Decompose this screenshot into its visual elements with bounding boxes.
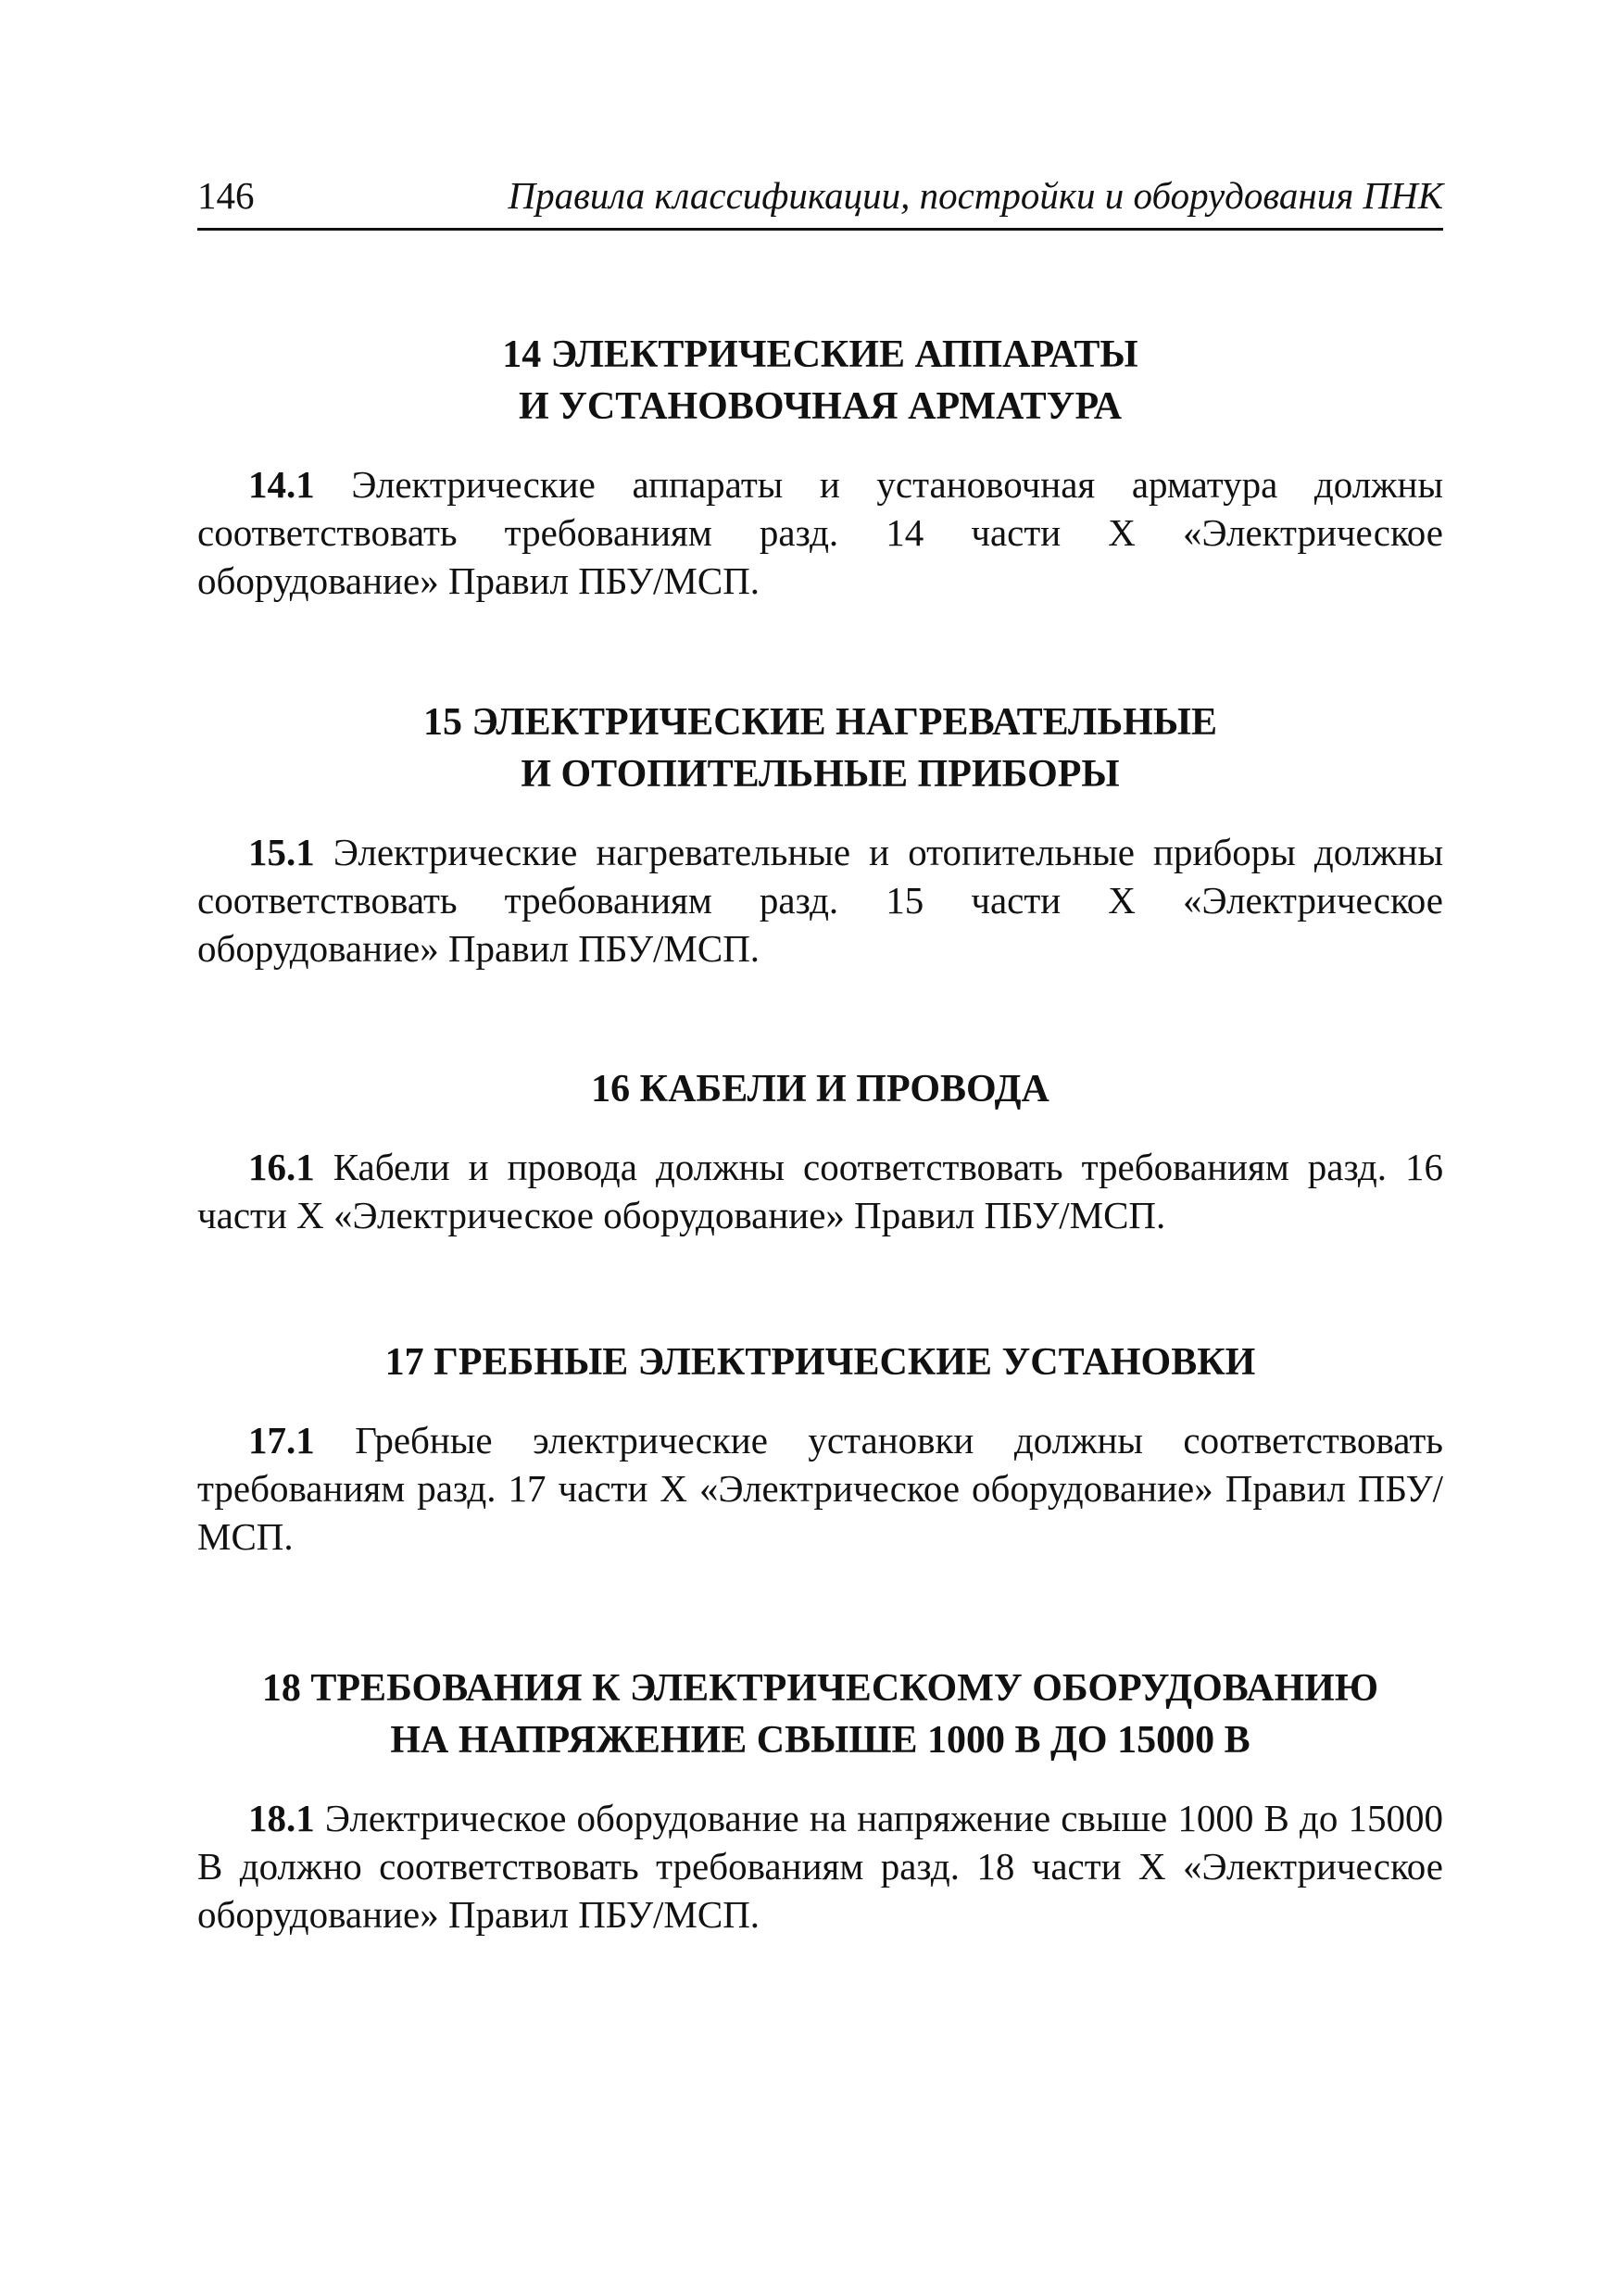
- heading-line: 14 ЭЛЕКТРИЧЕСКИЕ АППАРАТЫ: [502, 333, 1138, 376]
- paragraph-number: 17.1: [248, 1419, 315, 1462]
- paragraph-text: Кабели и провода должны соответствовать требованиям разд. 16 части X «Электрическое оборудование» Правил ПБУ/МСП.: [197, 1146, 1443, 1236]
- section-paragraph: [197, 460, 1443, 605]
- section-paragraph: [197, 1416, 1443, 1561]
- paragraph-text: Электрические аппараты и установочная арматура должны соответствовать требованиям разд. 14 части X «Электрическое оборудование» Правил ПБУ/МСП.: [197, 463, 1443, 602]
- heading-line: НА НАПРЯЖЕНИЕ СВЫШЕ 1000 В ДО 15000 В: [390, 1719, 1250, 1762]
- heading-line: 15 ЭЛЕКТРИЧЕСКИЕ НАГРЕВАТЕЛЬНЫЕ: [422, 701, 1218, 744]
- heading-line: 16 КАБЕЛИ И ПРОВОДА: [591, 1068, 1049, 1110]
- section-17: [197, 1336, 1443, 1561]
- section-paragraph: [197, 1143, 1443, 1239]
- running-title: Правила классификации, постройки и оборудования ПНК: [508, 174, 1443, 217]
- section-paragraph: [197, 828, 1443, 972]
- paragraph-number: 16.1: [248, 1146, 315, 1188]
- page-number: 146: [197, 174, 255, 217]
- paragraph-number: 18.1: [248, 1797, 315, 1839]
- heading-line: И ОТОПИТЕЛЬНЫЕ ПРИБОРЫ: [521, 753, 1120, 796]
- section-heading: [197, 1063, 1443, 1115]
- section-heading: [197, 696, 1443, 800]
- document-page: [197, 0, 1443, 2296]
- paragraph-text: Гребные электрические установки должны соответствовать требованиям разд. 17 части X «Электрическое оборудование» Правил ПБУ/МСП.: [197, 1419, 1444, 1558]
- section-heading: [197, 1336, 1443, 1388]
- section-18: [197, 1662, 1443, 1938]
- paragraph-text: Электрическое оборудование на напряжение свыше 1000 В до 15000 В должно соответствовать требованиям разд. 18 части X «Электрическое оборудование» Правил ПБУ/МСП.: [197, 1797, 1443, 1936]
- paragraph-number: 15.1: [248, 831, 315, 873]
- heading-line: И УСТАНОВОЧНАЯ АРМАТУРА: [518, 385, 1123, 428]
- paragraph-text: Электрические нагревательные и отопительные приборы должны соответствовать требованиям разд. 15 части X «Электрическое оборудование» Правил ПБУ/МСП.: [197, 831, 1443, 970]
- heading-line: 18 ТРЕБОВАНИЯ К ЭЛЕКТРИЧЕСКОМУ ОБОРУДОВАНИЮ: [261, 1667, 1379, 1710]
- section-15: [197, 696, 1443, 972]
- section-heading: [197, 329, 1443, 433]
- section-16: [197, 1063, 1443, 1239]
- paragraph-number: 14.1: [248, 463, 315, 506]
- section-heading: [197, 1662, 1443, 1766]
- running-header: [197, 172, 1443, 231]
- section-14: [197, 329, 1443, 605]
- heading-line: 17 ГРЕБНЫЕ ЭЛЕКТРИЧЕСКИЕ УСТАНОВКИ: [384, 1341, 1256, 1384]
- section-paragraph: [197, 1794, 1443, 1938]
